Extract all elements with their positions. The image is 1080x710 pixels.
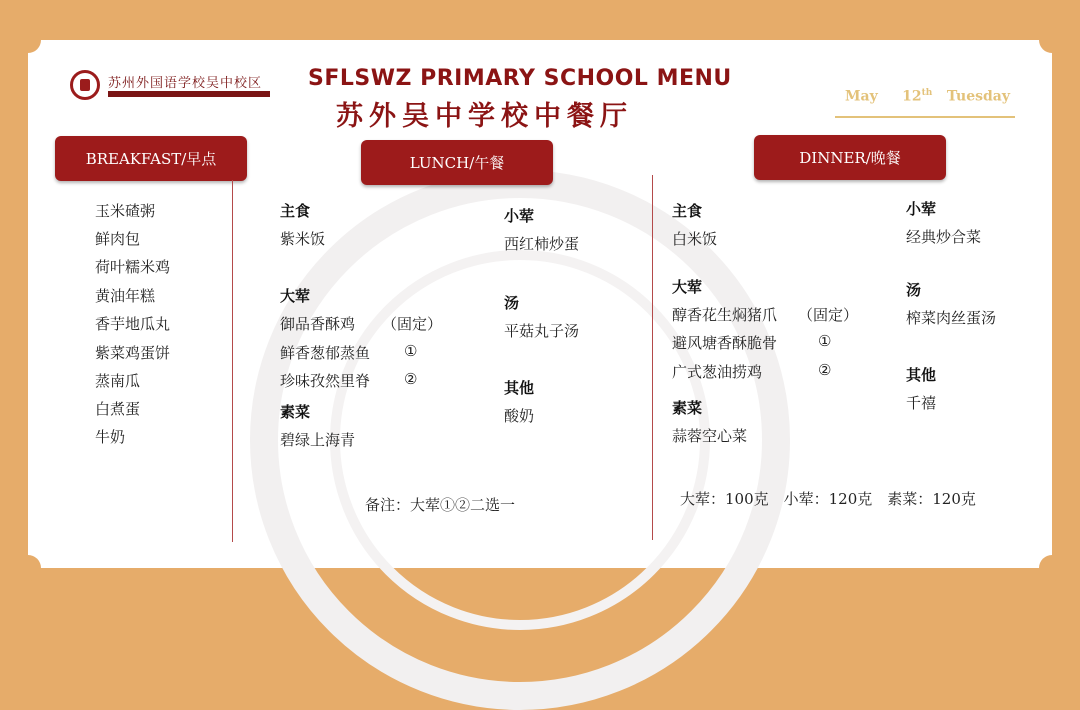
breakfast-item: 黄油年糕 (95, 287, 156, 305)
dinner-veg-item: 蒜蓉空心菜 (672, 427, 748, 445)
dinner-small-meat-item: 经典炒合菜 (906, 228, 982, 246)
date-month: May (845, 88, 878, 105)
dinner-meat-item: 广式葱油捞鸡 (672, 363, 763, 381)
breakfast-item: 蒸南瓜 (95, 372, 141, 390)
dinner-staple-item: 白米饭 (672, 230, 718, 248)
dinner-portion-note: 大荤：100克 小荤：120克 素菜：120克 (680, 490, 976, 508)
dinner-veg-heading: 素菜 (672, 399, 703, 417)
lunch-header-button[interactable]: LUNCH/午餐 (361, 140, 553, 185)
breakfast-item: 玉米碴粥 (95, 202, 156, 220)
breakfast-item: 紫菜鸡蛋饼 (95, 344, 171, 362)
dinner-meat-tag: ② (818, 361, 832, 379)
dinner-meat-tag: ① (818, 332, 832, 350)
lunch-meat-heading: 大荤 (280, 287, 311, 305)
lunch-note: 备注：大荤①②二选一 (365, 496, 516, 514)
dinner-staple-heading: 主食 (672, 202, 703, 220)
lunch-veg-item: 碧绿上海青 (280, 431, 356, 449)
dinner-meat-heading: 大荤 (672, 278, 703, 296)
page-title-english: SFLSWZ PRIMARY SCHOOL MENU (308, 66, 732, 91)
menu-date (845, 88, 1010, 105)
dinner-header-button[interactable]: DINNER/晚餐 (754, 135, 946, 180)
school-name: 苏州外国语学校吴中校区 (108, 76, 263, 91)
breakfast-item: 荷叶糯米鸡 (95, 258, 171, 276)
lunch-soup-heading: 汤 (504, 294, 520, 312)
school-name-underline (108, 91, 270, 97)
date-day: 12 (902, 88, 922, 105)
dinner-other-item: 千禧 (906, 394, 937, 412)
date-suffix: th (921, 88, 933, 98)
breakfast-header-button[interactable]: BREAKFAST/早点 (55, 136, 247, 181)
breakfast-item: 白煮蛋 (95, 400, 141, 418)
lunch-dinner-divider (652, 175, 653, 540)
lunch-staple-item: 紫米饭 (280, 230, 326, 248)
dinner-meat-item: 避风塘香酥脆骨 (672, 334, 778, 352)
dinner-meat-tag: （固定） (798, 306, 859, 324)
date-weekday: Tuesday (946, 88, 1010, 105)
lunch-small-meat-item: 西红柿炒蛋 (504, 235, 580, 253)
lunch-meat-item: 御品香酥鸡 (280, 315, 356, 333)
lunch-meat-item: 鲜香葱郁蒸鱼 (280, 344, 371, 362)
lunch-small-meat-heading: 小荤 (504, 207, 535, 225)
lunch-other-heading: 其他 (504, 379, 535, 397)
lunch-veg-heading: 素菜 (280, 403, 311, 421)
corner-notch (15, 555, 41, 581)
lunch-meat-tag: ① (404, 342, 418, 360)
lunch-meat-item: 珍味孜然里脊 (280, 372, 371, 390)
lunch-meat-tag: （固定） (382, 315, 443, 333)
corner-notch (15, 27, 41, 53)
corner-notch (1039, 555, 1065, 581)
emblem-inner-ring (330, 250, 710, 630)
page-title-chinese: 苏外吴中学校中餐厅 (336, 101, 633, 132)
lunch-other-item: 酸奶 (504, 407, 535, 425)
date-underline (835, 116, 1015, 118)
dinner-soup-heading: 汤 (906, 281, 922, 299)
lunch-meat-tag: ② (404, 370, 418, 388)
breakfast-divider (232, 180, 233, 542)
dinner-small-meat-heading: 小荤 (906, 200, 937, 218)
breakfast-item: 牛奶 (95, 428, 126, 446)
lunch-staple-heading: 主食 (280, 202, 311, 220)
breakfast-item: 鲜肉包 (95, 230, 141, 248)
dinner-meat-item: 醇香花生焖猪爪 (672, 306, 778, 324)
breakfast-item: 香芋地瓜丸 (95, 315, 171, 333)
lunch-soup-item: 平菇丸子汤 (504, 322, 580, 340)
dinner-soup-item: 榨菜肉丝蛋汤 (906, 309, 997, 327)
school-logo-icon (70, 70, 100, 100)
dinner-other-heading: 其他 (906, 366, 937, 384)
corner-notch (1039, 27, 1065, 53)
